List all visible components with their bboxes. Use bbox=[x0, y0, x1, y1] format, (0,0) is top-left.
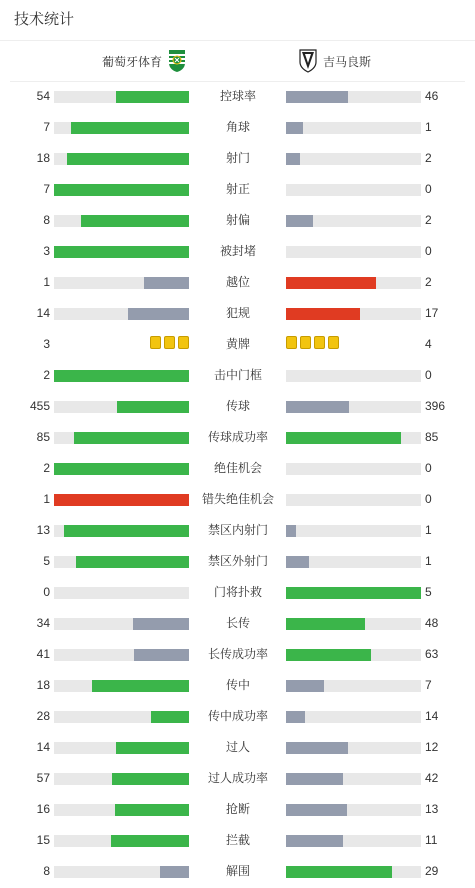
away-bar-track bbox=[286, 215, 421, 227]
home-bar-fill bbox=[112, 773, 189, 785]
home-bar-fill bbox=[128, 308, 189, 320]
home-value: 7 bbox=[43, 120, 50, 134]
home-bar-fill bbox=[92, 680, 189, 692]
away-bar-fill bbox=[286, 122, 303, 134]
stat-row bbox=[0, 484, 475, 515]
away-bar-track bbox=[286, 246, 421, 258]
stat-row bbox=[0, 236, 475, 267]
stat-row bbox=[0, 81, 475, 112]
away-value: 12 bbox=[425, 740, 439, 754]
stat-label: 错失绝佳机会 bbox=[201, 492, 274, 506]
home-yellow-cards bbox=[150, 336, 189, 350]
home-bar-track bbox=[54, 804, 189, 816]
home-bar-track bbox=[54, 773, 189, 785]
yellow-card-icon bbox=[300, 336, 311, 349]
yellow-card-icon bbox=[286, 336, 297, 349]
stat-label: 过人 bbox=[225, 740, 250, 754]
home-bar-track bbox=[54, 277, 189, 289]
stat-label: 越位 bbox=[225, 275, 250, 289]
home-value: 14 bbox=[36, 740, 50, 754]
stat-row bbox=[0, 422, 475, 453]
home-team[interactable] bbox=[102, 41, 192, 81]
home-value: 15 bbox=[36, 833, 50, 847]
home-value: 0 bbox=[43, 585, 50, 599]
yellow-card-icon bbox=[328, 336, 339, 349]
home-value: 1 bbox=[43, 275, 50, 289]
away-value: 1 bbox=[425, 554, 432, 568]
stat-row bbox=[0, 577, 475, 608]
away-bar-track bbox=[286, 835, 421, 847]
away-team-name: 吉马良斯 bbox=[323, 54, 372, 69]
away-bar-fill bbox=[286, 556, 309, 568]
away-value: 29 bbox=[425, 864, 439, 878]
stat-row bbox=[0, 670, 475, 701]
home-value: 8 bbox=[43, 213, 50, 227]
away-bar-track bbox=[286, 432, 421, 444]
stat-label: 传球成功率 bbox=[207, 430, 268, 444]
home-value: 13 bbox=[36, 523, 50, 537]
home-value: 34 bbox=[36, 616, 50, 630]
home-bar-track bbox=[54, 401, 189, 413]
away-bar-fill bbox=[286, 680, 324, 692]
away-value: 42 bbox=[425, 771, 439, 785]
teams-bar bbox=[10, 41, 465, 82]
home-bar-fill bbox=[81, 215, 189, 227]
home-bar-track bbox=[54, 308, 189, 320]
away-value: 0 bbox=[425, 492, 432, 506]
home-bar-track bbox=[54, 618, 189, 630]
stat-row bbox=[0, 763, 475, 794]
home-value: 2 bbox=[43, 461, 50, 475]
home-bar-track bbox=[54, 866, 189, 878]
away-value: 46 bbox=[425, 89, 439, 103]
away-bar-fill bbox=[286, 308, 360, 320]
away-value: 0 bbox=[425, 461, 432, 475]
away-value: 14 bbox=[425, 709, 439, 723]
away-bar-track bbox=[286, 649, 421, 661]
away-value: 48 bbox=[425, 616, 439, 630]
home-value: 2 bbox=[43, 368, 50, 382]
stat-label: 控球率 bbox=[219, 89, 256, 103]
away-bar-track bbox=[286, 494, 421, 506]
stat-label: 角球 bbox=[225, 120, 250, 134]
stat-row bbox=[0, 267, 475, 298]
away-value: 5 bbox=[425, 585, 432, 599]
home-bar-fill bbox=[64, 525, 189, 537]
home-bar-fill bbox=[151, 711, 189, 723]
away-bar-track bbox=[286, 804, 421, 816]
home-bar-track bbox=[54, 649, 189, 661]
stat-row bbox=[0, 546, 475, 577]
home-value: 41 bbox=[36, 647, 50, 661]
home-value: 85 bbox=[36, 430, 50, 444]
away-bar-fill bbox=[286, 587, 421, 599]
away-bar-track bbox=[286, 711, 421, 723]
home-bar-track bbox=[54, 215, 189, 227]
away-bar-fill bbox=[286, 866, 392, 878]
home-bar-track bbox=[54, 122, 189, 134]
home-value: 18 bbox=[36, 678, 50, 692]
home-bar-fill bbox=[74, 432, 189, 444]
stat-row bbox=[0, 329, 475, 360]
guimaraes-crest-icon bbox=[299, 49, 317, 73]
stat-row bbox=[0, 298, 475, 329]
home-bar-track bbox=[54, 711, 189, 723]
away-value: 63 bbox=[425, 647, 439, 661]
stat-label: 传中成功率 bbox=[207, 709, 268, 723]
sporting-crest-icon bbox=[168, 49, 186, 73]
away-value: 2 bbox=[425, 213, 432, 227]
away-bar-fill bbox=[286, 618, 365, 630]
stat-row bbox=[0, 205, 475, 236]
home-bar-track bbox=[54, 370, 189, 382]
stat-label: 射正 bbox=[225, 182, 250, 196]
away-value: 4 bbox=[425, 337, 432, 351]
away-bar-track bbox=[286, 587, 421, 599]
home-bar-fill bbox=[116, 91, 189, 103]
home-bar-fill bbox=[54, 184, 189, 196]
stat-row bbox=[0, 856, 475, 887]
away-value: 0 bbox=[425, 182, 432, 196]
home-bar-fill bbox=[76, 556, 189, 568]
home-bar-fill bbox=[144, 277, 189, 289]
home-bar-track bbox=[54, 432, 189, 444]
home-value: 54 bbox=[36, 89, 50, 103]
home-value: 3 bbox=[43, 337, 50, 351]
yellow-card-icon bbox=[314, 336, 325, 349]
home-bar-track bbox=[54, 91, 189, 103]
stat-row bbox=[0, 515, 475, 546]
home-bar-track bbox=[54, 184, 189, 196]
away-bar-fill bbox=[286, 91, 348, 103]
away-bar-track bbox=[286, 556, 421, 568]
stat-row bbox=[0, 360, 475, 391]
away-bar-fill bbox=[286, 153, 300, 165]
away-bar-track bbox=[286, 742, 421, 754]
home-value: 3 bbox=[43, 244, 50, 258]
away-bar-fill bbox=[286, 277, 376, 289]
yellow-card-icon bbox=[150, 336, 161, 349]
page-title: 技术统计 bbox=[0, 0, 475, 41]
away-value: 396 bbox=[425, 399, 446, 413]
stat-row bbox=[0, 701, 475, 732]
stat-label: 黄牌 bbox=[225, 337, 250, 351]
home-bar-fill bbox=[54, 463, 189, 475]
home-bar-fill bbox=[54, 370, 189, 382]
stat-label: 长传 bbox=[225, 616, 250, 630]
stat-label: 解围 bbox=[225, 864, 250, 878]
away-value: 13 bbox=[425, 802, 439, 816]
stat-label: 拦截 bbox=[225, 833, 250, 847]
away-bar-track bbox=[286, 463, 421, 475]
stat-label: 犯规 bbox=[225, 306, 250, 320]
stat-row bbox=[0, 112, 475, 143]
away-bar-track bbox=[286, 401, 421, 413]
stat-label: 禁区外射门 bbox=[207, 554, 268, 568]
home-bar-fill bbox=[116, 742, 189, 754]
home-bar-track bbox=[54, 246, 189, 258]
away-bar-track bbox=[286, 866, 421, 878]
stat-row bbox=[0, 608, 475, 639]
home-value: 57 bbox=[36, 771, 50, 785]
stat-label: 过人成功率 bbox=[207, 771, 268, 785]
away-value: 0 bbox=[425, 368, 432, 382]
home-value: 16 bbox=[36, 802, 50, 816]
home-bar-fill bbox=[67, 153, 189, 165]
home-bar-track bbox=[54, 742, 189, 754]
away-bar-fill bbox=[286, 711, 305, 723]
away-bar-track bbox=[286, 370, 421, 382]
away-bar-track bbox=[286, 618, 421, 630]
away-bar-fill bbox=[286, 835, 343, 847]
stat-row bbox=[0, 391, 475, 422]
stat-row bbox=[0, 143, 475, 174]
yellow-card-icon bbox=[164, 336, 175, 349]
away-bar-fill bbox=[286, 804, 347, 816]
away-bar-fill bbox=[286, 432, 401, 444]
home-value: 8 bbox=[43, 864, 50, 878]
stat-row bbox=[0, 174, 475, 205]
home-value: 455 bbox=[29, 399, 50, 413]
away-bar-track bbox=[286, 153, 421, 165]
home-value: 14 bbox=[36, 306, 50, 320]
stat-row bbox=[0, 639, 475, 670]
stat-label: 长传成功率 bbox=[207, 647, 268, 661]
away-yellow-cards bbox=[286, 336, 339, 350]
home-bar-fill bbox=[133, 618, 189, 630]
away-bar-track bbox=[286, 122, 421, 134]
away-bar-track bbox=[286, 773, 421, 785]
home-bar-track bbox=[54, 463, 189, 475]
away-bar-fill bbox=[286, 525, 296, 537]
stat-label: 被封堵 bbox=[219, 244, 256, 258]
home-value: 28 bbox=[36, 709, 50, 723]
away-value: 85 bbox=[425, 430, 439, 444]
away-bar-track bbox=[286, 277, 421, 289]
away-value: 1 bbox=[425, 523, 432, 537]
home-bar-fill bbox=[71, 122, 189, 134]
stat-label: 抢断 bbox=[225, 802, 250, 816]
stat-row bbox=[0, 732, 475, 763]
home-bar-track bbox=[54, 680, 189, 692]
home-value: 1 bbox=[43, 492, 50, 506]
home-bar-fill bbox=[54, 494, 189, 506]
stat-row bbox=[0, 794, 475, 825]
home-value: 18 bbox=[36, 151, 50, 165]
away-value: 1 bbox=[425, 120, 432, 134]
stat-label: 射偏 bbox=[225, 213, 250, 227]
away-value: 2 bbox=[425, 151, 432, 165]
away-bar-fill bbox=[286, 649, 371, 661]
away-value: 11 bbox=[425, 833, 438, 847]
away-bar-track bbox=[286, 308, 421, 320]
away-team[interactable] bbox=[293, 41, 371, 81]
home-bar-fill bbox=[117, 401, 189, 413]
away-value: 0 bbox=[425, 244, 432, 258]
away-bar-track bbox=[286, 91, 421, 103]
away-bar-fill bbox=[286, 401, 349, 413]
home-team-name: 葡萄牙体育 bbox=[102, 54, 163, 69]
home-bar-track bbox=[54, 835, 189, 847]
away-value: 17 bbox=[425, 306, 439, 320]
home-bar-track bbox=[54, 587, 189, 599]
stat-label: 传中 bbox=[225, 678, 250, 692]
home-bar-track bbox=[54, 556, 189, 568]
away-bar-track bbox=[286, 184, 421, 196]
stat-row bbox=[0, 453, 475, 484]
home-bar-fill bbox=[134, 649, 189, 661]
yellow-card-icon bbox=[178, 336, 189, 349]
away-bar-fill bbox=[286, 215, 313, 227]
home-bar-track bbox=[54, 153, 189, 165]
stat-label: 击中门框 bbox=[213, 368, 262, 382]
away-value: 7 bbox=[425, 678, 432, 692]
away-bar-track bbox=[286, 525, 421, 537]
stat-row bbox=[0, 825, 475, 856]
home-bar-fill bbox=[160, 866, 189, 878]
stat-label: 传球 bbox=[225, 399, 250, 413]
home-bar-track bbox=[54, 525, 189, 537]
home-bar-fill bbox=[54, 246, 189, 258]
away-bar-fill bbox=[286, 773, 343, 785]
home-bar-fill bbox=[111, 835, 189, 847]
stat-label: 射门 bbox=[225, 151, 250, 165]
away-value: 2 bbox=[425, 275, 432, 289]
home-value: 7 bbox=[43, 182, 50, 196]
stat-label: 门将扑救 bbox=[213, 585, 262, 599]
away-bar-track bbox=[286, 680, 421, 692]
home-bar-track bbox=[54, 494, 189, 506]
home-bar-fill bbox=[115, 804, 189, 816]
stat-label: 禁区内射门 bbox=[207, 523, 268, 537]
away-bar-fill bbox=[286, 742, 348, 754]
stat-label: 绝佳机会 bbox=[213, 461, 262, 475]
home-value: 5 bbox=[43, 554, 50, 568]
